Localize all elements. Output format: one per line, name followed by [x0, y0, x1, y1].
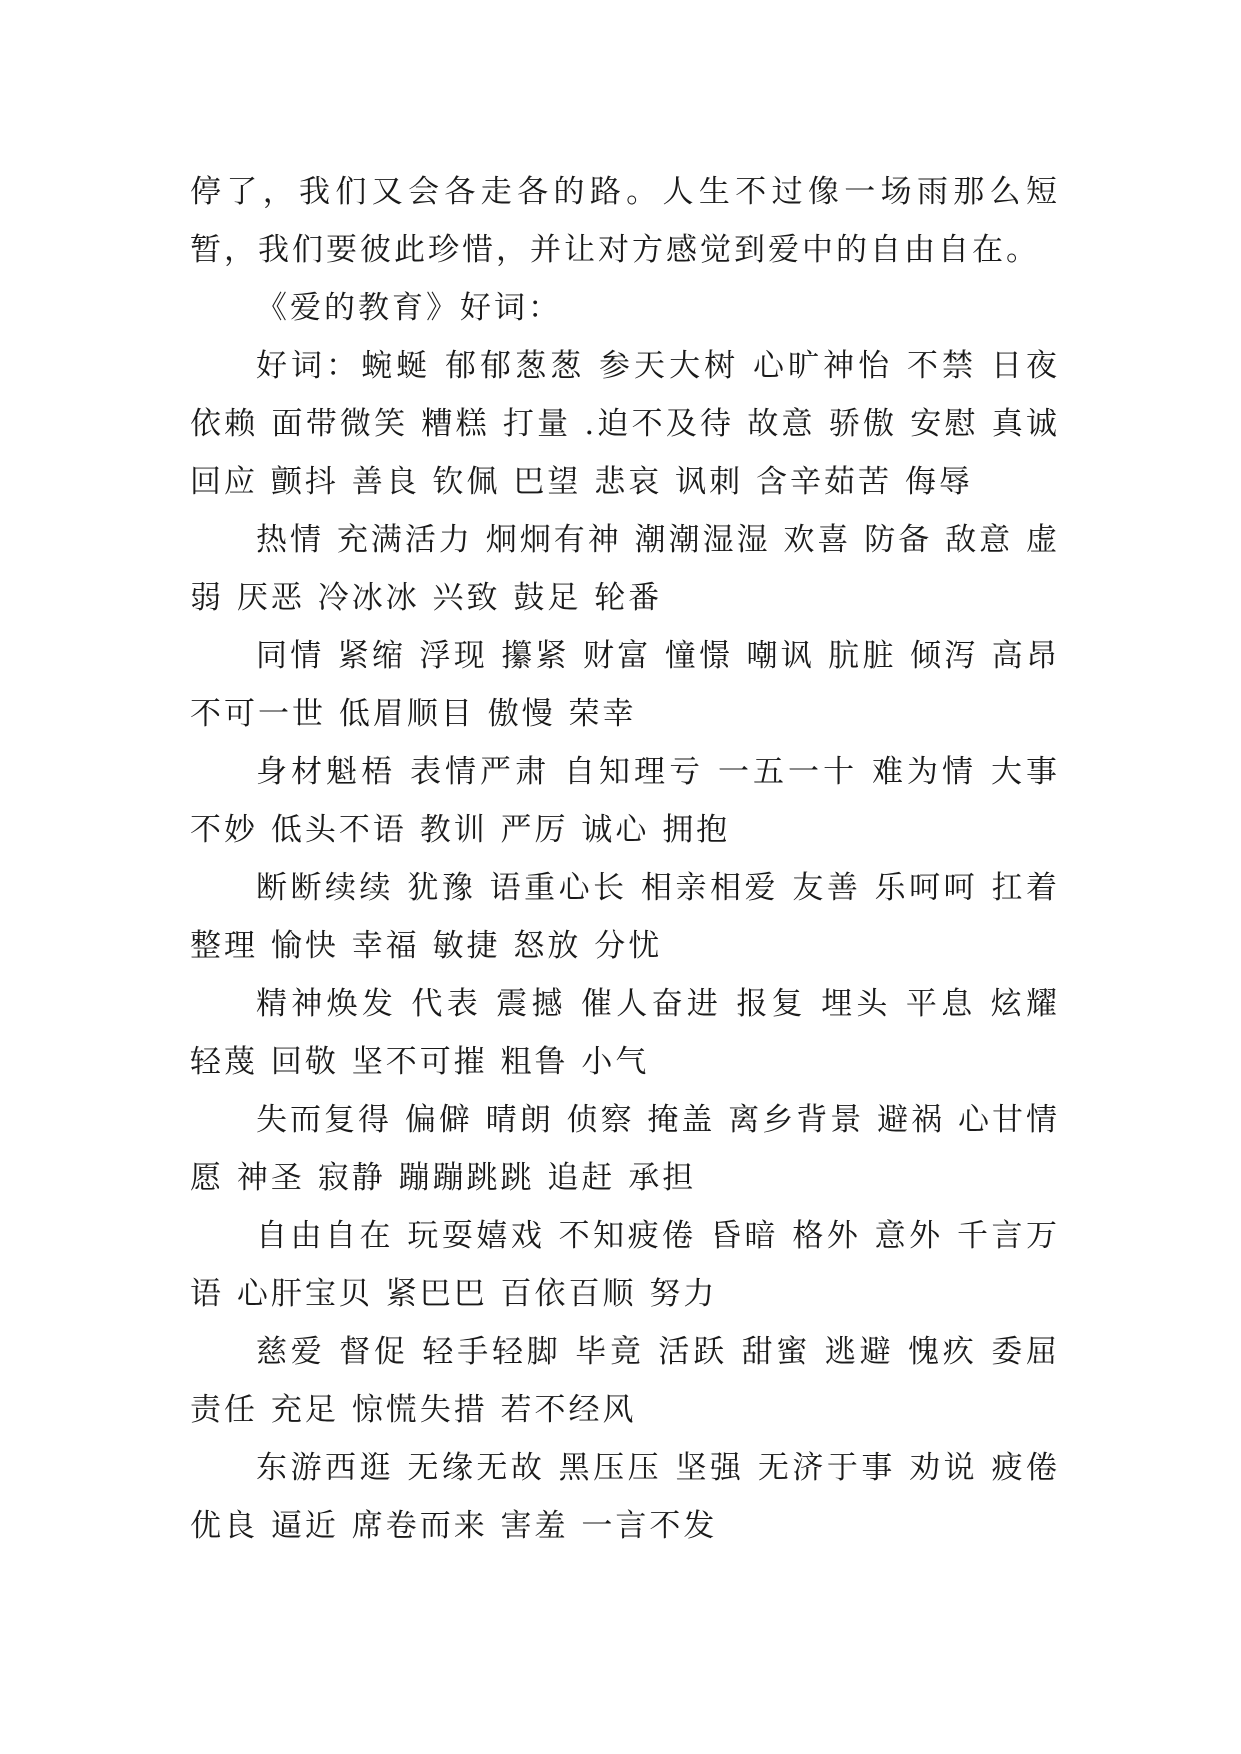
paragraph-continuation: 停了，我们又会各走各的路。人生不过像一场雨那么短暂，我们要彼此珍惜，并让对方感觉到爱中的自由自在。 — [190, 174, 1060, 268]
word-list-paragraph: 东游西逛 无缘无故 黑压压 坚强 无济于事 劝说 疲倦 优良 逼近 席卷而来 害羞 一言不发 — [190, 1450, 1060, 1544]
section-heading: 《爱的教育》好词： — [256, 290, 562, 326]
word-list-paragraph: 失而复得 偏僻 晴朗 侦察 掩盖 离乡背景 避祸 心甘情愿 神圣 寂静 蹦蹦跳跳 追赶 承担 — [190, 1102, 1060, 1196]
word-list-paragraph: 热情 充满活力 炯炯有神 潮潮湿湿 欢喜 防备 敌意 虚弱 厌恶 冷冰冰 兴致 鼓足 轮番 — [190, 522, 1060, 616]
word-list-paragraph: 慈爱 督促 轻手轻脚 毕竟 活跃 甜蜜 逃避 愧疚 委屈 责任 充足 惊慌失措 若不经风 — [190, 1334, 1060, 1428]
document-body — [190, 163, 1060, 1555]
word-list-paragraph: 身材魁梧 表情严肃 自知理亏 一五一十 难为情 大事不妙 低头不语 教训 严厉 诚心 拥抱 — [190, 754, 1060, 848]
word-list-paragraph: 断断续续 犹豫 语重心长 相亲相爱 友善 乐呵呵 扛着 整理 愉快 幸福 敏捷 怒放 分忧 — [190, 870, 1060, 964]
word-list-paragraph: 精神焕发 代表 震撼 催人奋进 报复 埋头 平息 炫耀 轻蔑 回敬 坚不可摧 粗鲁 小气 — [190, 986, 1060, 1080]
word-list-paragraph: 好词：蜿蜒 郁郁葱葱 参天大树 心旷神怡 不禁 日夜依赖 面带微笑 糟糕 打量 .迫不及待 故意 骄傲 安慰 真诚 回应 颤抖 善良 钦佩 巴望 悲哀 讽刺 含辛茹苦 侮辱 — [190, 348, 1060, 500]
word-list-paragraph: 自由自在 玩耍嬉戏 不知疲倦 昏暗 格外 意外 千言万语 心肝宝贝 紧巴巴 百依百顺 努力 — [190, 1218, 1060, 1312]
word-list-paragraph: 同情 紧缩 浮现 攥紧 财富 憧憬 嘲讽 肮脏 倾泻 高昂 不可一世 低眉顺目 傲慢 荣幸 — [190, 638, 1060, 732]
